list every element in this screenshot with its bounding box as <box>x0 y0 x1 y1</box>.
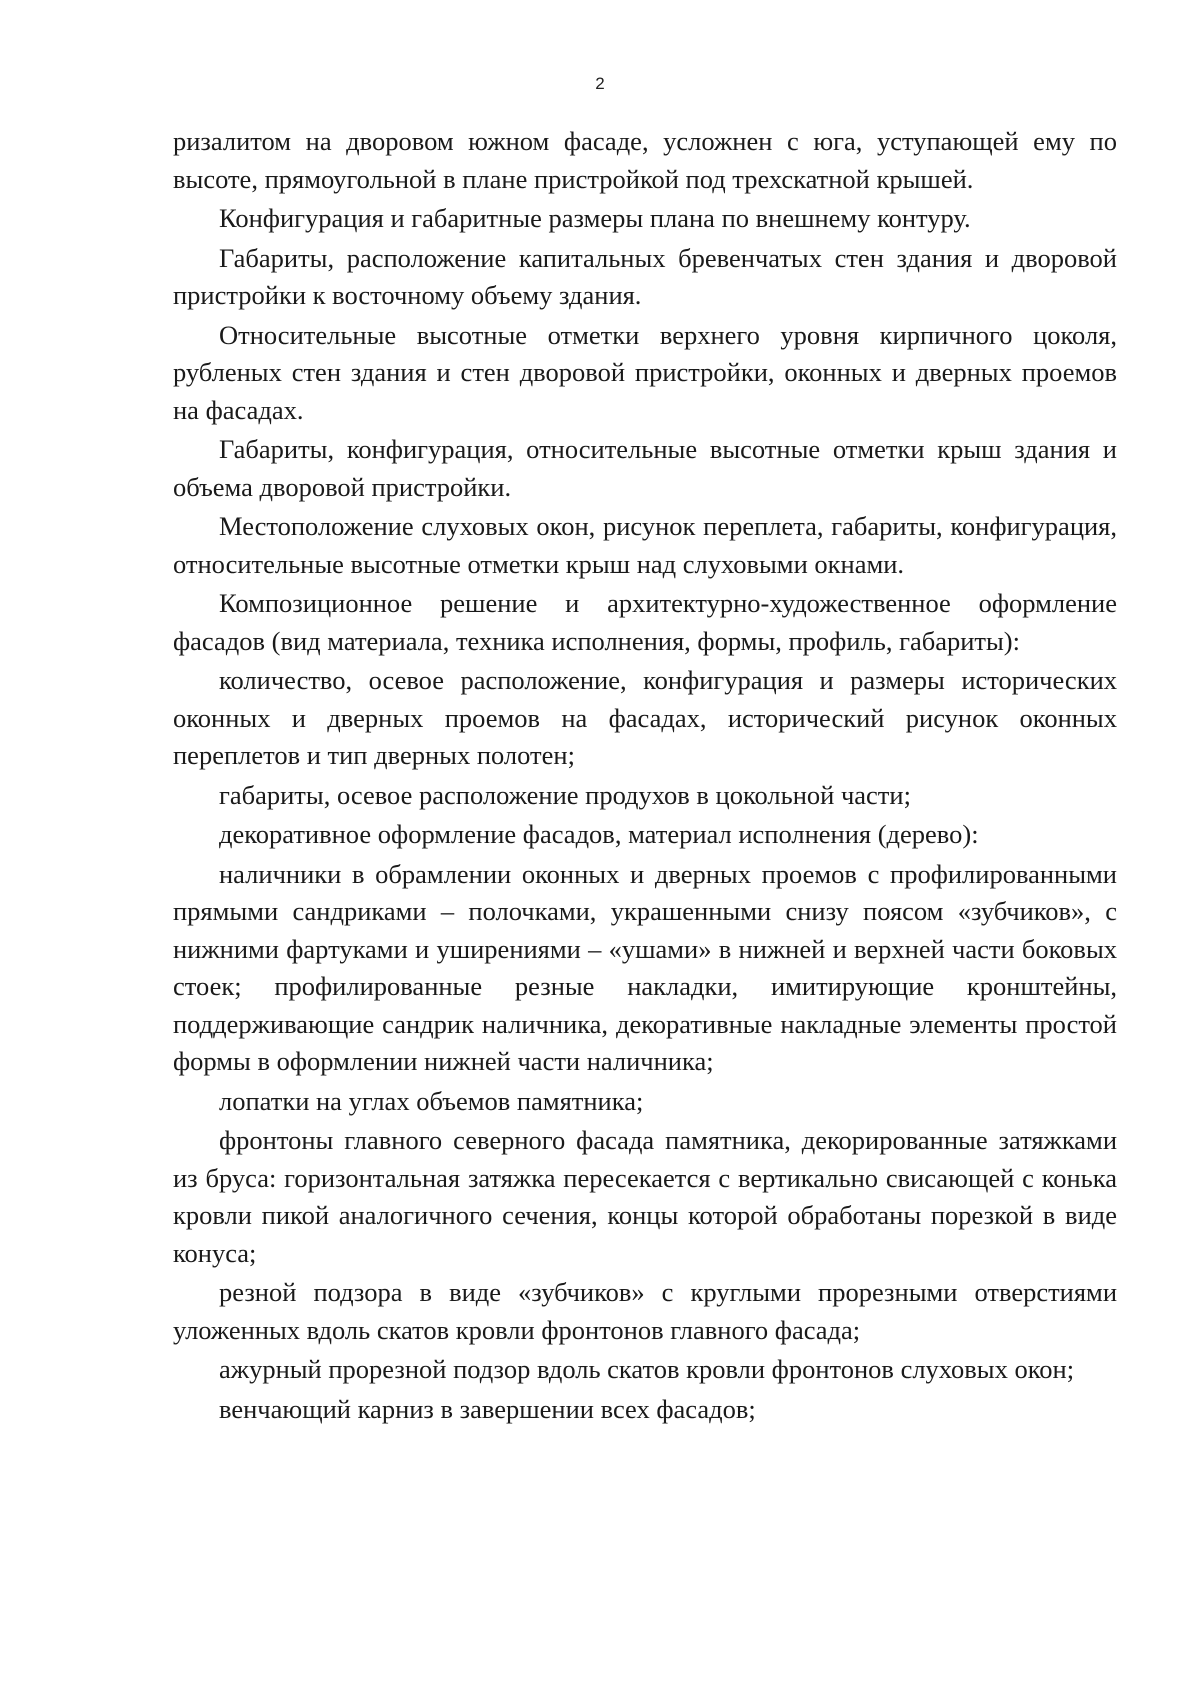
paragraph: резной подзора в виде «зубчиков» с круглыми прорезными отверстиями уложенных вдоль скатов кровли фронтонов главного фасада; <box>173 1277 1117 1345</box>
paragraph: Конфигурация и габаритные размеры плана по внешнему контуру. <box>219 203 971 233</box>
paragraph: Относительные высотные отметки верхнего уровня кирпичного цоколя, рубленых стен здания и стен дворовой пристройки, оконных и дверных проемов на фасадах. <box>173 319 1117 425</box>
paragraph: Габариты, расположение капитальных бревенчатых стен здания и дворовой пристройки к восточному объему здания. <box>173 242 1117 310</box>
paragraph: венчающий карниз в завершении всех фасадов; <box>219 1393 756 1424</box>
paragraph: габариты, осевое расположение продухов в цокольной части; <box>219 779 911 810</box>
paragraph: ризалитом на дворовом южном фасаде, усложнен с юга, уступающей ему по высоте, прямоугольной в плане пристройкой под трехскатной крышей. <box>173 126 1117 194</box>
paragraph: Композиционное решение и архитектурно-художественное оформление фасадов (вид материала, техника исполнения, формы, профиль, габариты): <box>173 588 1117 656</box>
paragraph: ажурный прорезной подзор вдоль скатов кровли фронтонов слуховых окон; <box>219 1354 1075 1384</box>
paragraph: наличники в обрамлении оконных и дверных проемов с профилированными прямыми сандриками – полочками, украшенными снизу поясом «зубчиков», с нижними фартуками и уширениями – «ушами» в нижней и верхней части боковых стоек; профилированные резные накладки, имитирующие кронштейны, поддерживающие сандрик наличника, декоративные накладные элементы простой формы в оформлении нижней части наличника; <box>173 858 1117 1076</box>
document-body <box>173 123 1117 1430</box>
paragraph: декоративное оформление фасадов, материал исполнения (дерево): <box>219 819 979 849</box>
paragraph: лопатки на углах объемов памятника; <box>219 1085 644 1116</box>
paragraph: количество, осевое расположение, конфигурация и размеры исторических оконных и дверных проемов на фасадах, исторический рисунок оконных переплетов и тип дверных полотен; <box>173 665 1117 770</box>
paragraph: Габариты, конфигурация, относительные высотные отметки крыш здания и объема дворовой пристройки. <box>173 434 1117 502</box>
paragraph: фронтоны главного северного фасада памятника, декорированные затяжками из бруса: горизонтальная затяжка пересекается с вертикально свисающей с конька кровли пикой аналогичного сечения, концы которой обработаны порезкой в виде конуса; <box>173 1125 1117 1268</box>
page-number: 2 <box>595 74 605 93</box>
paragraph: Местоположение слуховых окон, рисунок переплета, габариты, конфигурация, относительные высотные отметки крыш над слуховыми окнами. <box>173 511 1117 579</box>
